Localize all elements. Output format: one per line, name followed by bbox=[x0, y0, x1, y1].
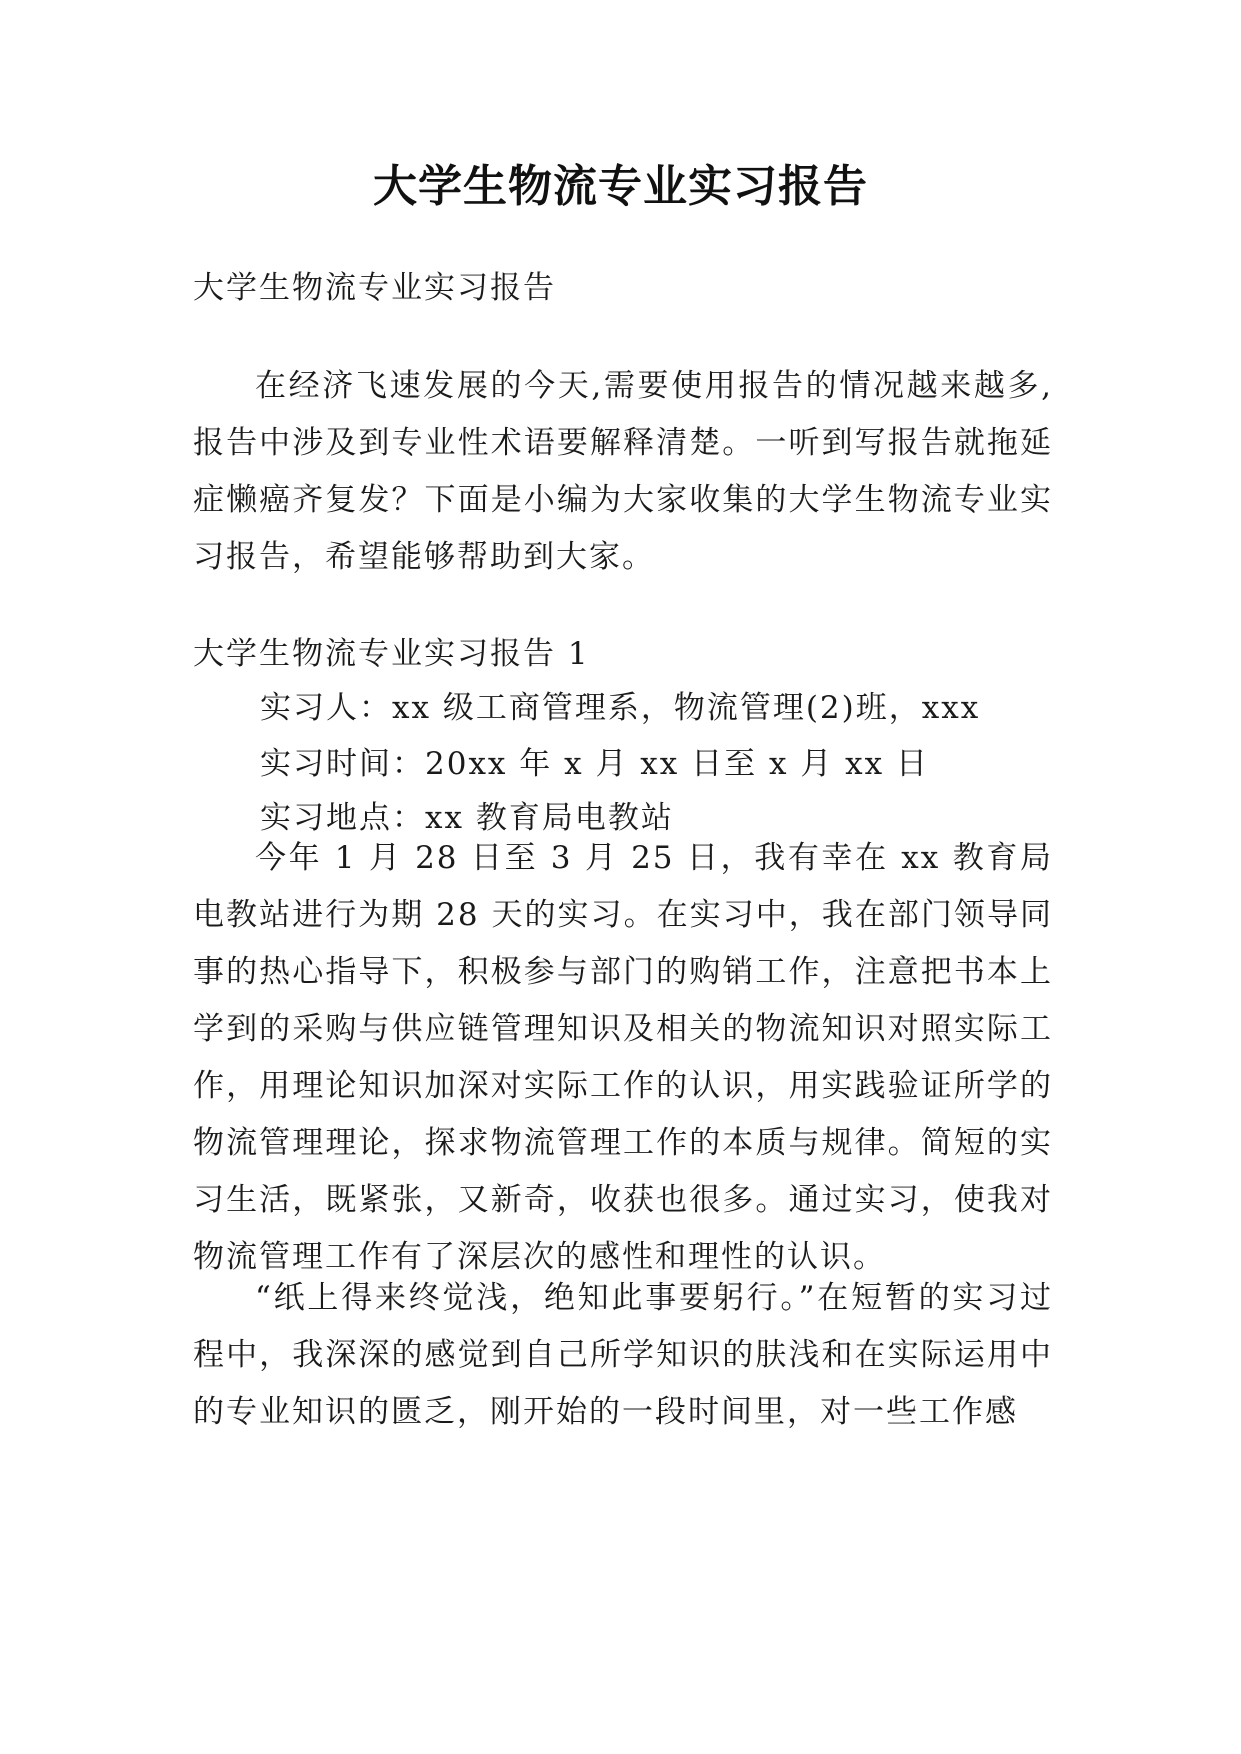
section-title: 大学生物流专业实习报告 1 bbox=[193, 636, 590, 672]
document-subtitle: 大学生物流专业实习报告 bbox=[193, 270, 556, 306]
intern-info: 实习人：xx 级工商管理系，物流管理(2)班，xxx bbox=[260, 690, 981, 726]
internship-place: 实习地点：xx 教育局电教站 bbox=[260, 800, 674, 836]
internship-time: 实习时间：20xx 年 x 月 xx 日至 x 月 xx 日 bbox=[260, 746, 929, 782]
document-title: 大学生物流专业实习报告 bbox=[373, 161, 868, 212]
body-paragraph-2: “纸上得来终觉浅，绝知此事要躬行。”在短暂的实习过程中，我深深的感觉到自己所学知识的肤浅和在实际运用中的专业知识的匮乏，刚开始的一段时间里，对一些工作感 bbox=[193, 1280, 1053, 1430]
intro-paragraph: 在经济飞速发展的今天,需要使用报告的情况越来越多,报告中涉及到专业性术语要解释清楚。一听到写报告就拖延症懒癌齐复发？下面是小编为大家收集的大学生物流专业实习报告，希望能够帮助到大家。 bbox=[193, 368, 1053, 575]
body-paragraph-1: 今年 1 月 28 日至 3 月 25 日，我有幸在 xx 教育局电教站进行为期 28 天的实习。在实习中，我在部门领导同事的热心指导下，积极参与部门的购销工作，注意把书本上学到的采购与供应链管理知识及相关的物流知识对照实际工作，用理论知识加深对实际工作的认识，用实践验证所学的物流管理理论，探求物流管理工作的本质与规律。简短的实习生活，既紧张，又新奇，收获也很多。通过实习，使我对物流管理工作有了深层次的感性和理性的认识。 bbox=[193, 840, 1053, 1275]
